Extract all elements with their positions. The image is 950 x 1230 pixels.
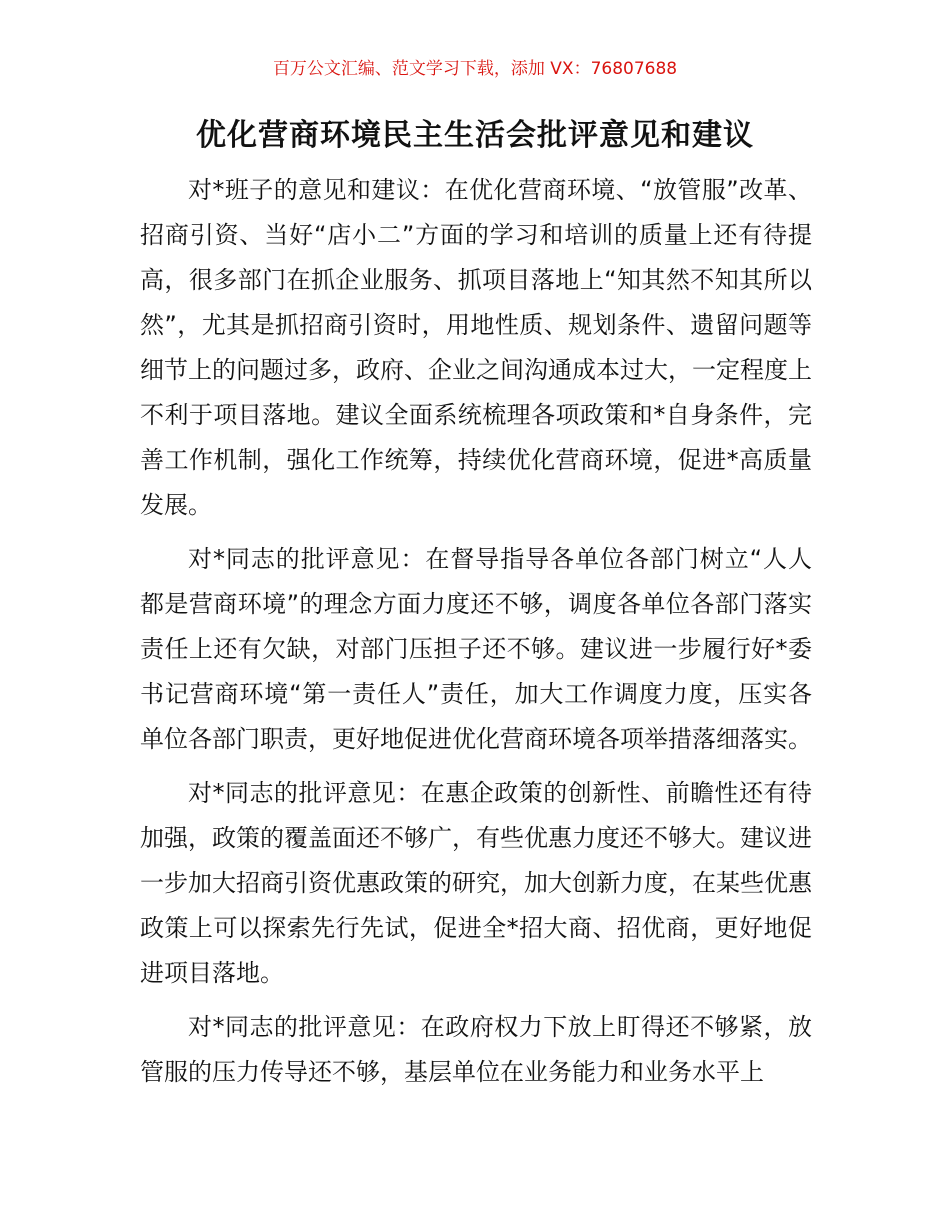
document-body bbox=[140, 168, 812, 1104]
document-title: 优化营商环境民主生活会批评意见和建议 bbox=[196, 118, 754, 153]
paragraph-team-suggestions: 对*班子的意见和建议：在优化营商环境、“放管服”改革、招商引资、当好“店小二”方面的学习和培训的质量上还有待提高，很多部门在抓企业服务、抓项目落地上“知其然不知其所以然”，尤其是抓招商引资时，用地性质、规划条件、遗留问题等细节上的问题过多，政府、企业之间沟通成本过大，一定程度上不利于项目落地。建议全面系统梳理各项政策和*自身条件，完善工作机制，强化工作统筹，持续优化营商环境，促进*高质量发展。 bbox=[140, 176, 812, 519]
paragraph-criticism-1: 对*同志的批评意见：在督导指导各单位各部门树立“人人都是营商环境”的理念方面力度还不够，调度各单位各部门落实责任上还有欠缺，对部门压担子还不够。建议进一步履行好*委书记营商环境“第一责任人”责任，加大工作调度力度，压实各单位各部门职责，更好地促进优化营商环境各项举措落细落实。 bbox=[140, 545, 812, 753]
paragraph-criticism-3: 对*同志的批评意见：在政府权力下放上盯得还不够紧，放管服的压力传导还不够，基层单位在业务能力和业务水平上 bbox=[140, 1013, 812, 1086]
paragraph-criticism-2: 对*同志的批评意见：在惠企政策的创新性、前瞻性还有待加强，政策的覆盖面还不够广，有些优惠力度还不够大。建议进一步加大招商引资优惠政策的研究，加大创新力度，在某些优惠政策上可以探索先行先试，促进全*招大商、招优商，更好地促进项目落地。 bbox=[140, 779, 812, 987]
header-banner: 百万公文汇编、范文学习下载，添加 VX：76807688 bbox=[272, 59, 678, 79]
